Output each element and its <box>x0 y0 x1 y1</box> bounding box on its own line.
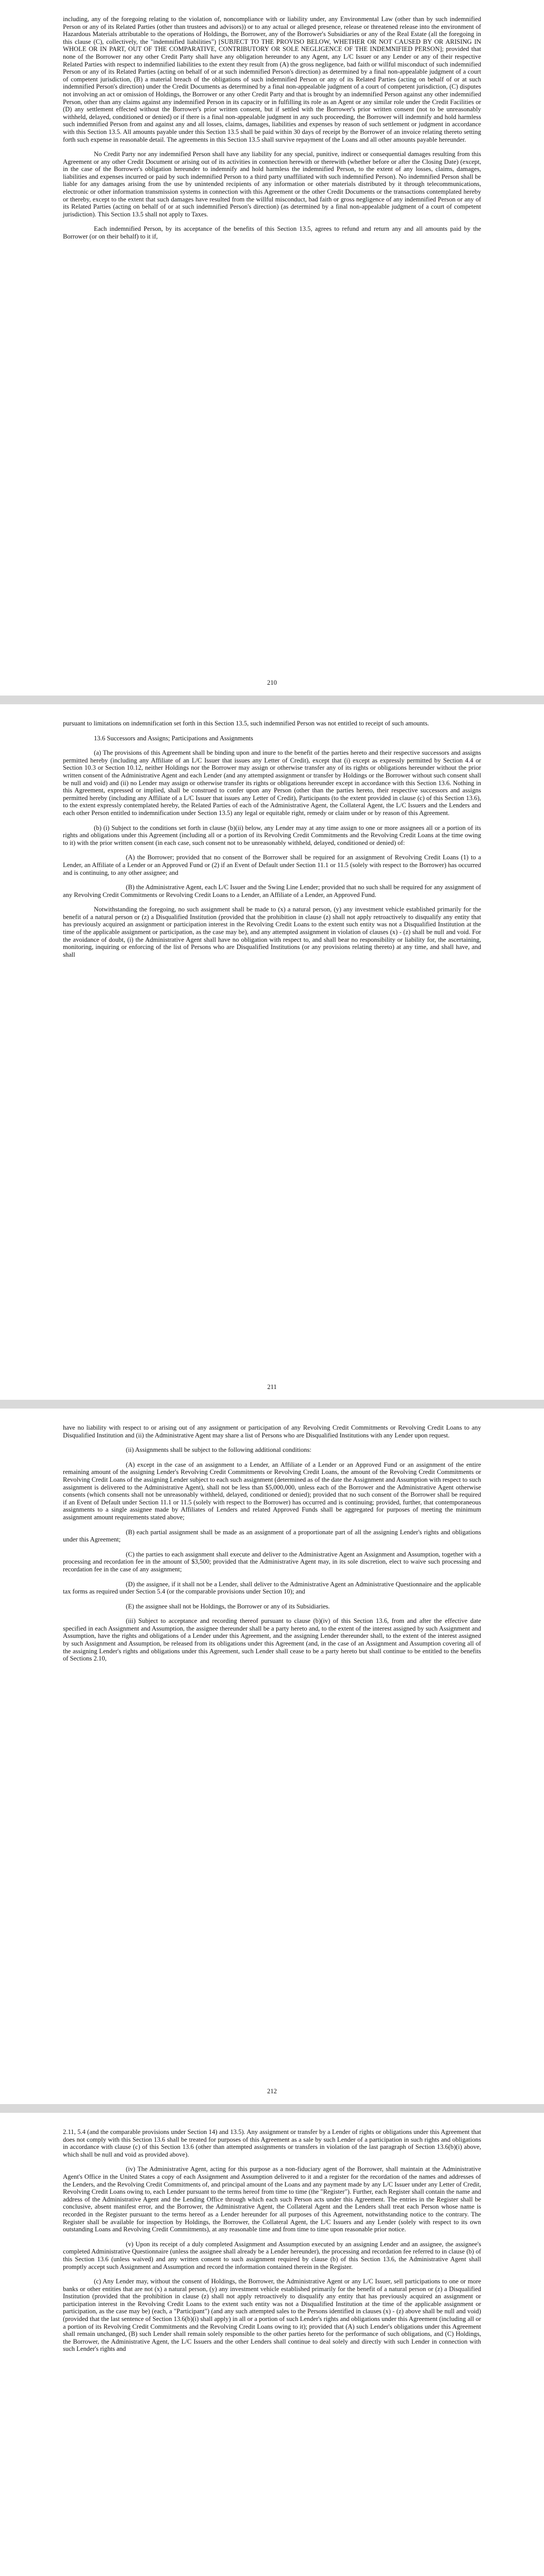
paragraph: (C) the parties to each assignment shall execute and deliver to the Administrative Agent an Assignment and Assumption, together with a processing and recordation fee in the amount of $3,500; provided that the Administrative Agent may, in its sole discretion, elect to waive such processing and recordation fee in the case of any assignment; <box>63 1550 481 1573</box>
document-page-213 <box>0 2113 544 2576</box>
paragraph: 2.11, 5.4 (and the comparable provisions under Section 14) and 13.5). Any assignment or transfer by a Lender of rights or obligations under this Agreement that does not comply with this Section 13.6 shall be treated for purposes of this Agreement as a sale by such Lender of a participation in such rights and obligations in accordance with clause (c) of this Section 13.6 (other than attempted assignments or transfers in violation of the last paragraph of Section 13.6(b)(i) above, which shall be null and void as provided above). <box>63 2128 481 2158</box>
document-page-210 <box>0 0 544 696</box>
paragraph: (D) the assignee, if it shall not be a Lender, shall deliver to the Administrative Agent an Administrative Questionnaire and the applicable tax forms as required under Section 5.4 (or the comparable provisions under Section 10); and <box>63 1580 481 1596</box>
paragraph: No Credit Party nor any indemnified Person shall have any liability for any special, punitive, indirect or consequential damages resulting from this Agreement or any other Credit Document or arising out of its activities in connection herewith or therewith (whether before or after the Closing Date) (except, in the case of the Borrower's obligation hereunder to indemnify and hold harmless the indemnified Person, to the extent of any losses, claims, damages, liabilities and expenses incurred or paid by such indemnified Person to a third party unaffiliated with such indemnified Person). No indemnified Person shall be liable for any damages arising from the use by unintended recipients of any information or other materials distributed by it through telecommunications, electronic or other information transmission systems in connection with this Agreement or the other Credit Documents or the transactions contemplated hereby or thereby, except to the extent that such damages have resulted from the willful misconduct, bad faith or gross negligence of any indemnified Person or any of its Related Parties (acting on behalf of or at such indemnified Person's direction) (as determined by a final non-appealable judgment of a court of competent jurisdiction). This Section 13.5 shall not apply to Taxes. <box>63 150 481 218</box>
page-number: 211 <box>267 1383 277 1391</box>
paragraph: (A) except in the case of an assignment to a Lender, an Affiliate of a Lender or an Approved Fund or an assignment of the entire remaining amount of the assigning Lender's Revolving Credit Commitments or Revolving Credit Loans, the amount of the Revolving Credit Commitments or Revolving Credit Loans of the assigning Lender subject to each such assignment (determined as of the date the Assignment and Assumption with respect to such assignment is delivered to the Administrative Agent), shall not be less than $5,000,000, unless each of the Borrower and the Administrative Agent otherwise consents (which consents shall not be unreasonably withheld, delayed, conditioned or denied); provided that no such consent of the Borrower shall be required if an Event of Default under Section 11.1 or 11.5 (solely with respect to the Borrower) has occurred and is continuing; provided, further, that contemporaneous assignments to a single assignee made by Affiliates of Lenders and related Approved Funds shall be aggregated for purposes of meeting the minimum assignment amount requirements stated above; <box>63 1461 481 1521</box>
paragraph: (c) Any Lender may, without the consent of Holdings, the Borrower, the Administrative Agent or any L/C Issuer, sell participations to one or more banks or other entities that are not (x) a natural person, (y) any investment vehicle established primarily for the benefit of a natural person or (z) a Disqualified Institution (provided that the prohibition in clause (z) shall not apply retroactively to disqualify any entity that has previously acquired an assignment or participation interest in the Revolving Credit Loans to the extent such entity was not a Disqualified Institution at the time of the applicable assignment or participation, as the case may be) (each, a "Participant") (and any such attempted sales to the Persons identified in clauses (x) - (z) above shall be null and void) (provided that the last sentence of Section 13.6(b)(i) shall apply) in all or a portion of such Lender's rights and obligations under this Agreement (including all or a portion of its Revolving Credit Commitments and the Revolving Credit Loans owing to it); provided that (A) such Lender's obligations under this Agreement shall remain unchanged, (B) such Lender shall remain solely responsible to the other parties hereto for the performance of such obligations, and (C) Holdings, the Borrower, the Administrative Agent, the L/C Issuers and the other Lenders shall continue to deal solely and directly with such Lender in connection with such Lender's rights and <box>63 2278 481 2353</box>
paragraph: (v) Upon its receipt of a duly completed Assignment and Assumption executed by an assigning Lender and an assignee, the assignee's completed Administrative Questionnaire (unless the assignee shall already be a Lender hereunder), the processing and recordation fee referred to in clause (b) of this Section 13.6 (unless waived) and any written consent to such assignment required by clause (b) of this Section 13.6, the Administrative Agent shall promptly accept such Assignment and Assumption and record the information contained therein in the Register. <box>63 2240 481 2270</box>
paragraph: (ii) Assignments shall be subject to the following additional conditions: <box>126 1446 311 1454</box>
paragraph: (a) The provisions of this Agreement shall be binding upon and inure to the benefit of the parties hereto and their respective successors and assigns permitted hereby (including any Affiliate of an L/C Issuer that issues any Letter of Credit), except that (i) except as expressly permitted by Section 4.4 or Section 10.3 or Section 10.12, neither Holdings nor the Borrower may assign or otherwise transfer any of its rights or obligations hereunder without the prior written consent of the Administrative Agent and each Lender (and any attempted assignment or transfer by Holdings or the Borrower without such consent shall be null and void) and (ii) no Lender may assign or otherwise transfer its rights or obligations hereunder except in accordance with this Section 13.6. Nothing in this Agreement, expressed or implied, shall be construed to confer upon any Person (other than the parties hereto, their respective successors and assigns permitted hereby (including any Affiliate of a L/C Issuer that issues any Letter of Credit), Participants (to the extent provided in clause (c) of this Section 13.6), to the extent expressly contemplated hereby, the Related Parties of each of the Administrative Agent, the Collateral Agent, the L/C Issuers and the Lenders and each other Person entitled to indemnification under Section 13.5) any legal or equitable right, remedy or claim under or by reason of this Agreement. <box>63 749 481 817</box>
paragraph: (B) each partial assignment shall be made as an assignment of a proportionate part of all the assigning Lender's rights and obligations under this Agreement; <box>63 1528 481 1544</box>
paragraph: (A) the Borrower; provided that no consent of the Borrower shall be required for an assignment of Revolving Credit Loans (1) to a Lender, an Affiliate of a Lender or an Approved Fund or (2) if an Event of Default under Section 11.1 or 11.5 (solely with respect to the Borrower) has occurred and is continuing, to any other assignee; and <box>63 854 481 876</box>
document-page-212 <box>0 1409 544 2104</box>
document-page-211 <box>0 704 544 1400</box>
paragraph: (b) (i) Subject to the conditions set forth in clause (b)(ii) below, any Lender may at any time assign to one or more assignees all or a portion of its rights and obligations under this Agreement (including all or a portion of its Revolving Credit Commitments and the Revolving Credit Loans at the time owing to it) with the prior written consent (in each case, such consent not to be unreasonably withheld, delayed, conditioned or denied) of: <box>63 824 481 846</box>
paragraph: (iii) Subject to acceptance and recording thereof pursuant to clause (b)(iv) of this Section 13.6, from and after the effective date specified in each Assignment and Assumption, the assignee thereunder shall be a party hereto and, to the extent of the interest assigned by such Assignment and Assumption, have the rights and obligations of a Lender under this Agreement, and the assigning Lender thereunder shall, to the extent of the interest assigned by such Assignment and Assumption, be released from its obligations under this Agreement (and, in the case of an Assignment and Assumption covering all of the assigning Lender's rights and obligations under this Agreement, such Lender shall cease to be a party hereto but shall continue to be entitled to the benefits of Sections 2.10, <box>63 1617 481 1663</box>
paragraph: (E) the assignee shall not be Holdings, the Borrower or any of its Subsidiaries. <box>126 1602 330 1610</box>
paragraph: Notwithstanding the foregoing, no such assignment shall be made to (x) a natural person, (y) any investment vehicle established primarily for the benefit of a natural person or (z) a Disqualified Institution (provided that the prohibition in clause (z) shall not apply retroactively to disqualify any entity that has previously acquired an assignment or participation interest in the Revolving Credit Loans to the extent such entity was not a Disqualified Institution at the time of the applicable assignment or participation, as the case may be), and any attempted assignment in violation of clauses (x) - (z) shall be null and void. For the avoidance of doubt, (i) the Administrative Agent shall have no obligation with respect to, and shall bear no responsibility or liability for, the ascertaining, monitoring, inquiring or enforcing of the list of Persons who are Disqualified Institutions (or any provisions relating thereto) at any time, and shall have, and shall <box>63 906 481 958</box>
page-body <box>0 704 544 958</box>
paragraph: have no liability with respect to or arising out of any assignment or participation of any Revolving Credit Commitments or Revolving Credit Loans to any Disqualified Institution and (ii) the Administrative Agent may share a list of Persons who are Disqualified Institutions with any Lender upon request. <box>63 1424 481 1439</box>
page-body <box>0 1409 544 1663</box>
paragraph: (iv) The Administrative Agent, acting for this purpose as a non-fiduciary agent of the Borrower, shall maintain at the Administrative Agent's Office in the United States a copy of each Assignment and Assumption delivered to it and a register for the recordation of the names and addresses of the Lenders, and the Revolving Credit Commitments of, and principal amount of the Loans and any payment made by any L/C Issuer under any Letter of Credit, Revolving Credit Loans owing to, each Lender pursuant to the terms hereof from time to time (the "Register"). Further, each Register shall contain the name and address of the Administrative Agent and the Lending Office through which each such Person acts under this Agreement. The entries in the Register shall be conclusive, absent manifest error, and the Borrower, the Administrative Agent, the Collateral Agent and the Lenders shall treat each Person whose name is recorded in the Register pursuant to the terms hereof as a Lender hereunder for all purposes of this Agreement, notwithstanding notice to the contrary. The Register shall be available for inspection by Holdings, the Borrower, the Collateral Agent, the L/C Issuers and any Lender (solely with respect to its own outstanding Loans and Revolving Credit Commitments), at any reasonable time and from time to time upon reasonable prior notice. <box>63 2165 481 2233</box>
page-number: 212 <box>267 2088 277 2095</box>
paragraph: Each indemnified Person, by its acceptance of the benefits of this Section 13.5, agrees to refund and return any and all amounts paid by the Borrower (or on their behalf) to it if, <box>63 225 481 241</box>
section-heading: 13.6 Successors and Assigns; Participations and Assignments <box>94 734 253 742</box>
paragraph: pursuant to limitations on indemnification set forth in this Section 13.5, such indemnified Person was not entitled to receipt of such amounts. <box>63 720 430 727</box>
paragraph: including, any of the foregoing relating to the violation of, noncompliance with or liability under, any Environmental Law (other than by such indemnified Person or any of its Related Parties (other than trustees and advisors)) or to any actual or alleged presence, release or threatened release into the environment of Hazardous Materials attributable to the operations of Holdings, the Borrower, any of the Borrower's Subsidiaries or any of the Real Estate (all the foregoing in this clause (C), collectively, the "indemnified liabilities") [SUBJECT TO THE PROVISO BELOW, WHETHER OR NOT CAUSED BY OR ARISING IN WHOLE OR IN PART, OUT OF THE COMPARATIVE, CONTRIBUTORY OR SOLE NEGLIGENCE OF THE INDEMNIFIED PERSON]; provided that none of the Borrower nor any other Credit Party shall have any obligation hereunder to any Agent, any L/C Issuer or any Lender or any of their respective Related Parties with respect to indemnified liabilities to the extent they result from (A) the gross negligence, bad faith or willful misconduct of such indemnified Person or any of its Related Parties (acting on behalf of or at such indemnified Person's direction) as determined by a final non-appealable judgment of a court of competent jurisdiction, (B) a material breach of the obligations of such indemnified Person or any of its Related Parties (acting on behalf of or at such indemnified Person's direction) under the Credit Documents as determined by a final non-appealable judgment of a court of competent jurisdiction, (C) disputes not involving an act or omission of Holdings, the Borrower or any other Credit Party and that is brought by an indemnified Person against any other indemnified Person, other than any claims against any indemnified Person in its capacity or in fulfilling its role as an Agent or any similar role under the Credit Facilities or (D) any settlement effected without the Borrower's prior written consent, but if settled with the Borrower's prior written consent (not to be unreasonably withheld, delayed, conditioned or denied) or if there is a final non-appealable judgment in any such proceeding, the Borrower will indemnify and hold harmless such indemnified Person from and against any and all losses, claims, damages, liabilities and expenses by reason of such settlement or judgment in accordance with this Section 13.5. All amounts payable under this Section 13.5 shall be paid within 30 days of receipt by the Borrower of an invoice relating thereto setting forth such expense in reasonable detail. The agreements in this Section 13.5 shall survive repayment of the Loans and all other amounts payable hereunder. <box>63 15 481 143</box>
page-body <box>0 0 544 241</box>
paragraph: (B) the Administrative Agent, each L/C Issuer and the Swing Line Lender; provided that no such shall be required for any assignment of any Revolving Credit Commitments or Revolving Credit Loans to a Lender, an Affiliate of a Lender, an Approved Fund. <box>63 884 481 899</box>
page-body <box>0 2113 544 2353</box>
page-number: 210 <box>267 679 277 686</box>
